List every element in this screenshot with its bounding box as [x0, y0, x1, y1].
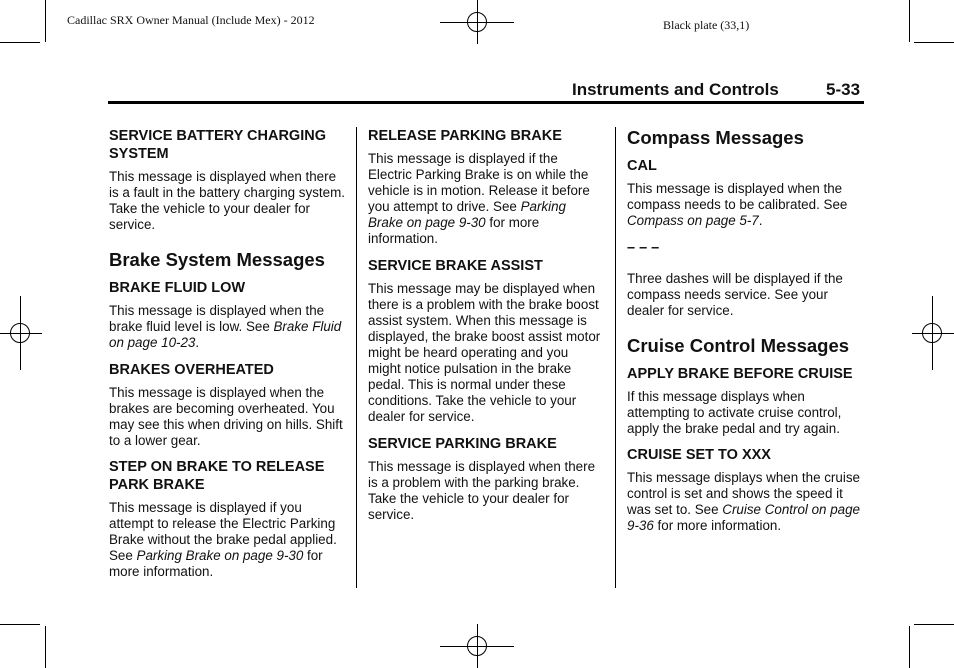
- column-divider: [356, 127, 357, 588]
- subheading: APPLY BRAKE BEFORE CRUISE: [627, 366, 853, 382]
- cross-reference: Cruise Control on page 9-36: [627, 502, 860, 533]
- subheading: STEP ON BRAKE TO RELEASE PARK BRAKE: [109, 459, 325, 493]
- subheading: CAL: [627, 158, 657, 174]
- crop-mark: [909, 0, 910, 42]
- subheading: SERVICE PARKING BRAKE: [368, 436, 557, 452]
- body-text: This message is displayed when there is a fault in the battery charging system. Take the vehicle to your dealer for service.: [109, 169, 345, 232]
- body-text: Three dashes will be displayed if the compass needs service. See your dealer for service.: [627, 271, 843, 318]
- body-text: This message is displayed if you attempt to release the Electric Parking Brake without the brake pedal applied. See Parking Brake on page 9-30 for more information.: [109, 500, 337, 579]
- body-text: This message displays when the cruise control is set and shows the speed it was set to. See Cruise Control on page 9-36 for more information.: [627, 470, 860, 533]
- column-1: [109, 127, 347, 580]
- running-head-section: Instruments and Controls: [572, 80, 779, 99]
- registration-mark-right: [912, 296, 954, 370]
- cross-reference: Compass on page 5-7: [627, 213, 759, 228]
- body-text: This message is displayed when the compass needs to be calibrated. See Compass on page 5-7.: [627, 181, 848, 228]
- cross-reference: Parking Brake on page 9-30: [136, 548, 304, 563]
- subheading: SERVICE BATTERY CHARGING SYSTEM: [109, 128, 326, 162]
- body-text: This message is displayed if the Electric Parking Brake is on while the vehicle is in motion. Release it before you attempt to drive. See Parking Brake on page 9-30 for more information.: [368, 151, 590, 246]
- section-heading: Brake System Messages: [109, 249, 325, 270]
- subheading: CRUISE SET TO XXX: [627, 447, 771, 463]
- body-text: This message is displayed when there is a problem with the parking brake. Take the vehicle to your dealer for service.: [368, 459, 596, 522]
- section-heading: Cruise Control Messages: [627, 335, 850, 356]
- column-2: [368, 127, 604, 523]
- crop-mark: [914, 624, 954, 625]
- body-text: If this message displays when attempting to activate cruise control, apply the brake pedal and try again.: [627, 389, 842, 436]
- column-3: [627, 127, 867, 534]
- body-text: This message is displayed when the brakes are becoming overheated. You may see this when driving on hills. Shift to a lower gear.: [109, 385, 343, 448]
- section-heading: Compass Messages: [627, 127, 804, 148]
- header-rule: [108, 101, 864, 104]
- print-header-right: Black plate (33,1): [663, 18, 750, 32]
- registration-mark-left: [0, 296, 42, 370]
- subheading: SERVICE BRAKE ASSIST: [368, 258, 543, 274]
- subheading: BRAKE FLUID LOW: [109, 280, 246, 296]
- crop-mark: [914, 42, 954, 43]
- body-text: This message is displayed when the brake fluid level is low. See Brake Fluid on page 10-23.: [109, 303, 342, 350]
- crop-mark: [0, 624, 40, 625]
- crop-mark: [45, 0, 46, 42]
- cross-reference: Brake Fluid on page 10-23: [109, 319, 342, 350]
- registration-mark-top: [440, 0, 514, 44]
- crop-mark: [0, 42, 40, 43]
- crop-mark: [45, 626, 46, 668]
- column-divider: [615, 127, 616, 588]
- body-text: This message may be displayed when there is a problem with the brake boost assist system. When this message is displayed, the brake boost assist motor might be heard operating and you might notice pulsation in the brake pedal. This is normal under these conditions. Take the vehicle to your dealer for service.: [368, 281, 601, 424]
- print-header-left: Cadillac SRX Owner Manual (Include Mex) - 2012: [67, 13, 315, 27]
- running-head-page: 5-33: [826, 80, 861, 99]
- cross-reference: Parking Brake on page 9-30: [368, 199, 566, 230]
- crop-mark: [909, 626, 910, 668]
- subheading: BRAKES OVERHEATED: [109, 362, 274, 378]
- registration-mark-bottom: [440, 624, 514, 668]
- subheading: – – –: [627, 240, 660, 256]
- subheading: RELEASE PARKING BRAKE: [368, 128, 562, 144]
